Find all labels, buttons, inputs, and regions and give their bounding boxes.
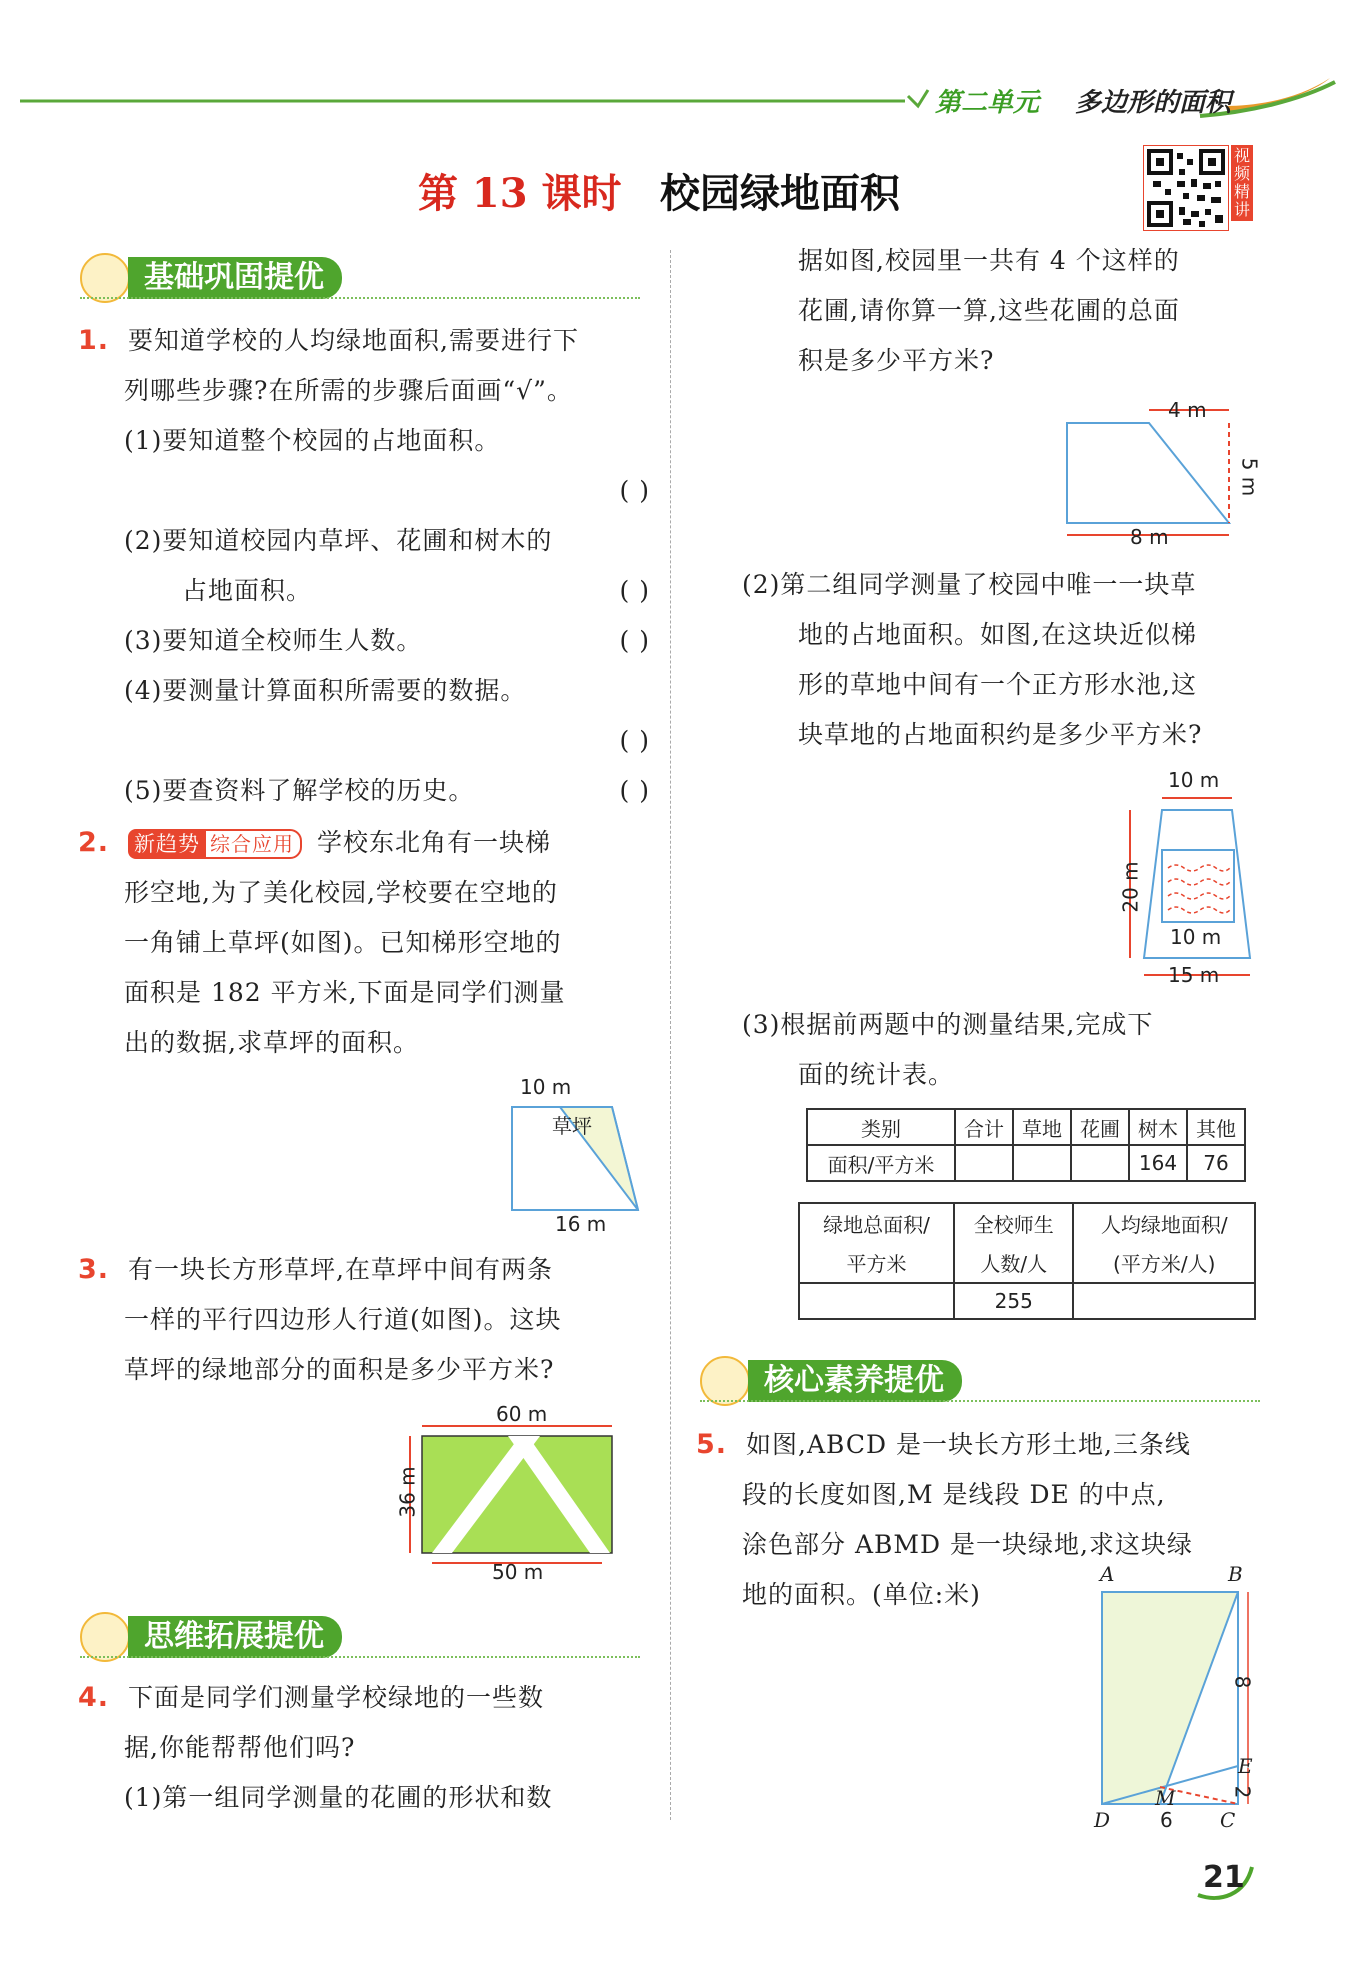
table-header: 合计	[955, 1109, 1013, 1145]
figure-label: 4 m	[1168, 398, 1207, 422]
section-core	[700, 1356, 1260, 1404]
question-text: (1)第一组同学测量的花圃的形状和数	[124, 1783, 553, 1812]
question-1	[78, 316, 658, 816]
figure-label: 8 m	[1130, 525, 1169, 549]
question-text: 形的草地中间有一个正方形水池,这	[798, 670, 1197, 699]
answer-blank[interactable]: ( )	[619, 626, 650, 655]
page-number: 21	[1203, 1860, 1245, 1895]
table-header: 人数/人	[954, 1243, 1073, 1283]
section-title: 基础巩固提优	[128, 257, 342, 299]
table-header: (平方米/人)	[1073, 1243, 1255, 1283]
table-header: 树木	[1129, 1109, 1187, 1145]
question-text: (3)根据前两题中的测量结果,完成下	[742, 1010, 1154, 1039]
question-text: 积是多少平方米?	[798, 346, 995, 375]
application-badge: 综合应用	[202, 829, 302, 859]
vertex-label: B	[1228, 1562, 1243, 1586]
question-text: 有一块长方形草坪,在草坪中间有两条	[128, 1255, 553, 1284]
question-text: 一样的平行四边形人行道(如图)。这块	[124, 1305, 562, 1334]
step-3: (3)要知道全校师生人数。	[124, 626, 423, 655]
figure-label: 50 m	[492, 1560, 544, 1584]
table-header: 其他	[1187, 1109, 1245, 1145]
table-cell: 164	[1129, 1145, 1187, 1181]
trend-badge: 新趋势	[128, 829, 206, 859]
table-cell: 76	[1187, 1145, 1245, 1181]
question-text: 下面是同学们测量学校绿地的一些数	[128, 1683, 545, 1712]
lesson-number: 第 13 课时	[418, 170, 622, 217]
question-text: 段的长度如图,M 是线段 DE 的中点,	[742, 1480, 1166, 1509]
figure-label: 36 m	[395, 1466, 420, 1518]
figure-label: 5 m	[1237, 457, 1262, 497]
lesson-title: 校园绿地面积	[660, 170, 900, 217]
question-text: 块草地的占地面积约是多少平方米?	[798, 720, 1203, 749]
question-text: 列哪些步骤?在所需的步骤后面画“√”。	[124, 376, 573, 405]
trophy-icon	[700, 1356, 750, 1406]
figure-label: 10 m	[1170, 925, 1222, 949]
table-header: 绿地总面积/	[799, 1203, 954, 1243]
table-cell: 255	[954, 1283, 1073, 1319]
section-basic	[80, 253, 640, 301]
figure-label: 60 m	[496, 1402, 548, 1426]
question-text: 学校东北角有一块梯	[316, 828, 551, 857]
length-label: 6	[1160, 1808, 1173, 1832]
unit-label: 第二单元	[935, 88, 1040, 118]
table-header: 类别	[807, 1109, 955, 1145]
question-number: 1.	[78, 325, 110, 356]
question-text: 如图,ABCD 是一块长方形土地,三条线	[746, 1430, 1191, 1459]
rectangle-lawn-figure	[390, 1408, 620, 1568]
section-title: 思维拓展提优	[128, 1616, 342, 1658]
figure-label: 10 m	[520, 1075, 572, 1099]
gear-icon	[80, 253, 130, 303]
question-3	[78, 1245, 658, 1395]
table-header: 平方米	[799, 1243, 954, 1283]
figure-label: 10 m	[1168, 768, 1220, 792]
question-text: 地的占地面积。如图,在这块近似梯	[798, 620, 1197, 649]
step-5: (5)要查资料了解学校的历史。	[124, 776, 475, 805]
question-text: 据如图,校园里一共有 4 个这样的	[798, 246, 1180, 275]
table-cell: 面积/平方米	[807, 1145, 955, 1181]
question-number: 5.	[696, 1429, 728, 1460]
question-4-part-3	[742, 1000, 1272, 1100]
column-divider	[670, 250, 671, 1820]
vertex-label: E	[1238, 1754, 1253, 1778]
figure-label: 草坪	[552, 1114, 592, 1138]
section-title: 核心素养提优	[748, 1360, 962, 1402]
table-cell-blank[interactable]	[955, 1145, 1013, 1181]
vertex-label: M	[1155, 1786, 1176, 1810]
step-1: (1)要知道整个校园的占地面积。	[124, 426, 501, 455]
vertex-label: A	[1100, 1562, 1115, 1586]
question-text: 涂色部分 ABMD 是一块绿地,求这块绿	[742, 1530, 1193, 1559]
answer-blank[interactable]: ( )	[619, 576, 650, 605]
length-label: 2	[1230, 1785, 1255, 1799]
figure-label: 16 m	[555, 1212, 607, 1236]
per-capita-table	[798, 1202, 1256, 1320]
table-header: 全校师生	[954, 1203, 1073, 1243]
question-text: 面积是 182 平方米,下面是同学们测量	[124, 978, 566, 1007]
length-label: 8	[1230, 1675, 1255, 1689]
vertex-label: D	[1094, 1808, 1111, 1832]
table-cell-blank[interactable]	[1013, 1145, 1071, 1181]
question-text: 形空地,为了美化校园,学校要在空地的	[124, 878, 558, 907]
question-4-cont	[798, 236, 1268, 386]
question-text: 要知道学校的人均绿地面积,需要进行下	[128, 326, 579, 355]
question-4-part-2	[742, 560, 1272, 760]
question-number: 2.	[78, 827, 110, 858]
table-cell-blank[interactable]	[1071, 1145, 1129, 1181]
table-header: 人均绿地面积/	[1073, 1203, 1255, 1243]
vertex-label: C	[1220, 1808, 1236, 1832]
question-text: 草坪的绿地部分的面积是多少平方米?	[124, 1355, 555, 1384]
step-2: (2)要知道校园内草坪、花圃和树木的	[124, 526, 553, 555]
question-text: 地的面积。(单位:米)	[742, 1580, 981, 1609]
table-cell-blank[interactable]	[799, 1283, 954, 1319]
area-stats-table	[806, 1108, 1246, 1182]
question-number: 3.	[78, 1254, 110, 1285]
question-text: 出的数据,求草坪的面积。	[124, 1028, 419, 1057]
unit-title: 多边形的面积	[1075, 88, 1232, 118]
answer-blank[interactable]: ( )	[619, 726, 650, 755]
question-text: 花圃,请你算一算,这些花圃的总面	[798, 296, 1180, 325]
table-header: 草地	[1013, 1109, 1071, 1145]
section-thinking	[80, 1612, 640, 1660]
question-number: 4.	[78, 1682, 110, 1713]
table-header: 花圃	[1071, 1109, 1129, 1145]
step-4: (4)要测量计算面积所需要的数据。	[124, 676, 527, 705]
qr-label: 视频精讲	[1231, 145, 1253, 221]
question-text: (2)第二组同学测量了校园中唯一一块草	[742, 570, 1197, 599]
question-2	[78, 818, 658, 1068]
table-cell-blank[interactable]	[1073, 1283, 1255, 1319]
sprout-icon	[80, 1612, 130, 1662]
figure-label: 20 m	[1118, 861, 1143, 913]
question-text: 据,你能帮帮他们吗?	[124, 1733, 356, 1762]
figure-label: 15 m	[1168, 963, 1220, 987]
answer-blank[interactable]: ( )	[619, 776, 650, 805]
step-2-cont: 占地面积。	[182, 576, 313, 605]
qr-code-icon[interactable]	[1143, 145, 1229, 231]
answer-blank[interactable]: ( )	[619, 476, 650, 505]
question-4	[78, 1673, 658, 1823]
question-text: 一角铺上草坪(如图)。已知梯形空地的	[124, 928, 562, 957]
question-text: 面的统计表。	[798, 1060, 955, 1089]
